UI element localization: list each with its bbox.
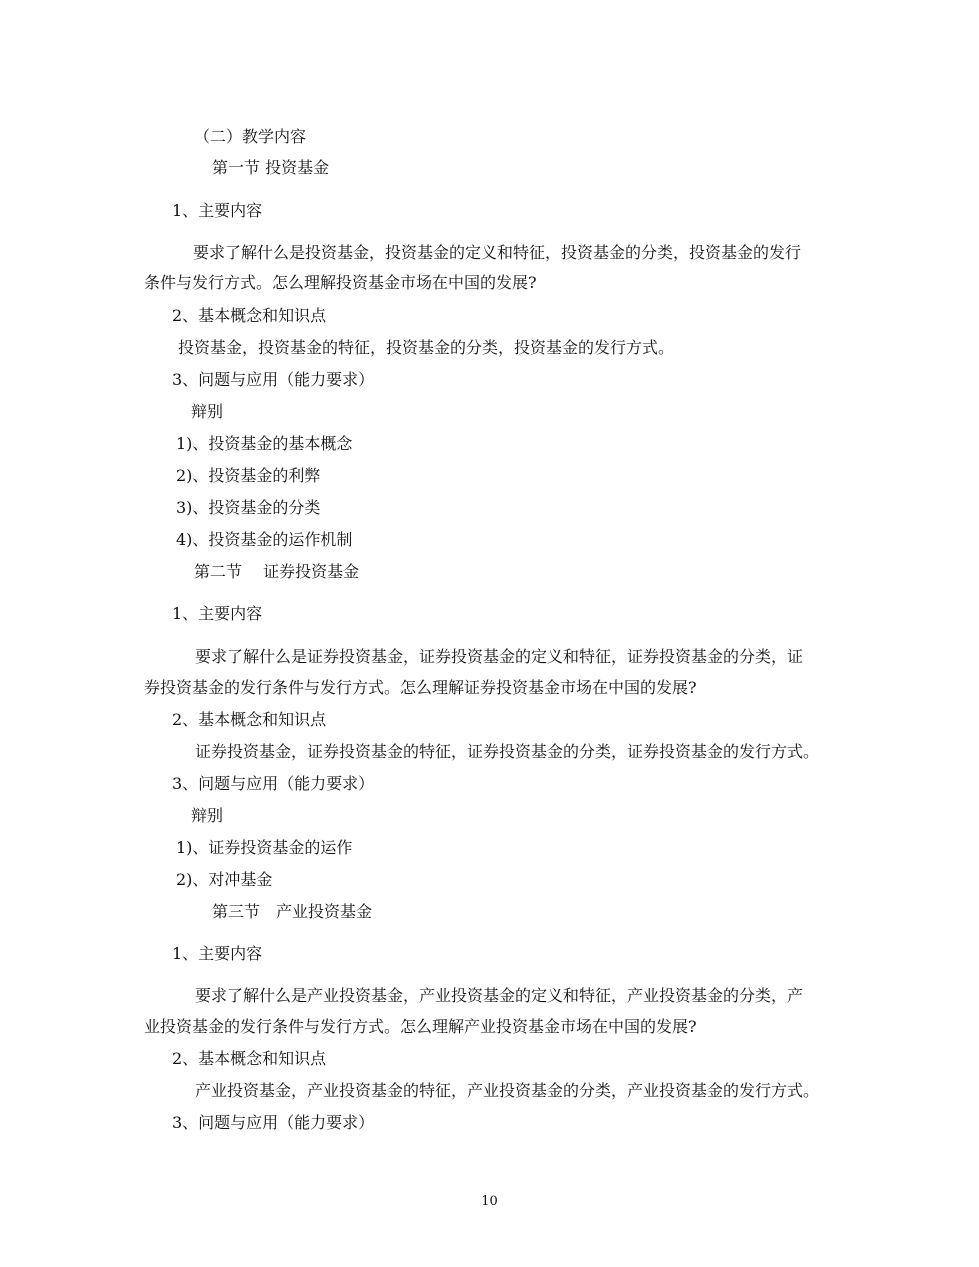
page-number: 10 [481,1194,498,1209]
section-heading-teaching-content: （二）教学内容 [194,127,307,146]
list-item: 4)、投资基金的运作机制 [176,530,353,549]
list-label: 辩别 [191,402,224,421]
paragraph-line: 要求了解什么是证券投资基金，证券投资基金的定义和特征，证券投资基金的分类，证 [195,647,804,666]
subheading-main-content: 1、主要内容 [172,944,263,963]
paragraph-line: 要求了解什么是产业投资基金，产业投资基金的定义和特征，产业投资基金的分类，产 [195,986,804,1005]
paragraph-line: 投资基金，投资基金的特征，投资基金的分类，投资基金的发行方式。 [178,338,675,357]
subheading-concepts: 2、基本概念和知识点 [172,306,327,325]
paragraph-line: 证券投资基金，证券投资基金的特征，证券投资基金的分类，证券投资基金的发行方式。 [195,742,820,761]
chapter-heading-3: 第三节 产业投资基金 [212,902,373,921]
paragraph-line: 业投资基金的发行条件与发行方式。怎么理解产业投资基金市场在中国的发展? [144,1017,697,1036]
list-item: 3)、投资基金的分类 [176,498,321,517]
list-item: 1)、证券投资基金的运作 [176,838,353,857]
subheading-concepts: 2、基本概念和知识点 [172,710,327,729]
list-item: 2)、投资基金的利弊 [176,466,321,485]
list-item: 2)、对冲基金 [176,870,273,889]
paragraph-line: 要求了解什么是投资基金，投资基金的定义和特征，投资基金的分类，投资基金的发行 [193,243,802,262]
subheading-main-content: 1、主要内容 [172,604,263,623]
paragraph-line: 条件与发行方式。怎么理解投资基金市场在中国的发展? [144,273,537,292]
subheading-applications: 3、问题与应用（能力要求） [172,1113,375,1132]
subheading-applications: 3、问题与应用（能力要求） [172,774,375,793]
subheading-concepts: 2、基本概念和知识点 [172,1049,327,1068]
chapter-heading-2: 第二节 证券投资基金 [194,562,360,581]
subheading-applications: 3、问题与应用（能力要求） [172,370,375,389]
paragraph-line: 券投资基金的发行条件与发行方式。怎么理解证券投资基金市场在中国的发展? [144,678,697,697]
chapter-heading-1: 第一节 投资基金 [212,158,330,177]
subheading-main-content: 1、主要内容 [172,201,263,220]
list-label: 辩别 [191,806,224,825]
paragraph-line: 产业投资基金，产业投资基金的特征，产业投资基金的分类，产业投资基金的发行方式。 [195,1081,820,1100]
list-item: 1)、投资基金的基本概念 [176,434,353,453]
